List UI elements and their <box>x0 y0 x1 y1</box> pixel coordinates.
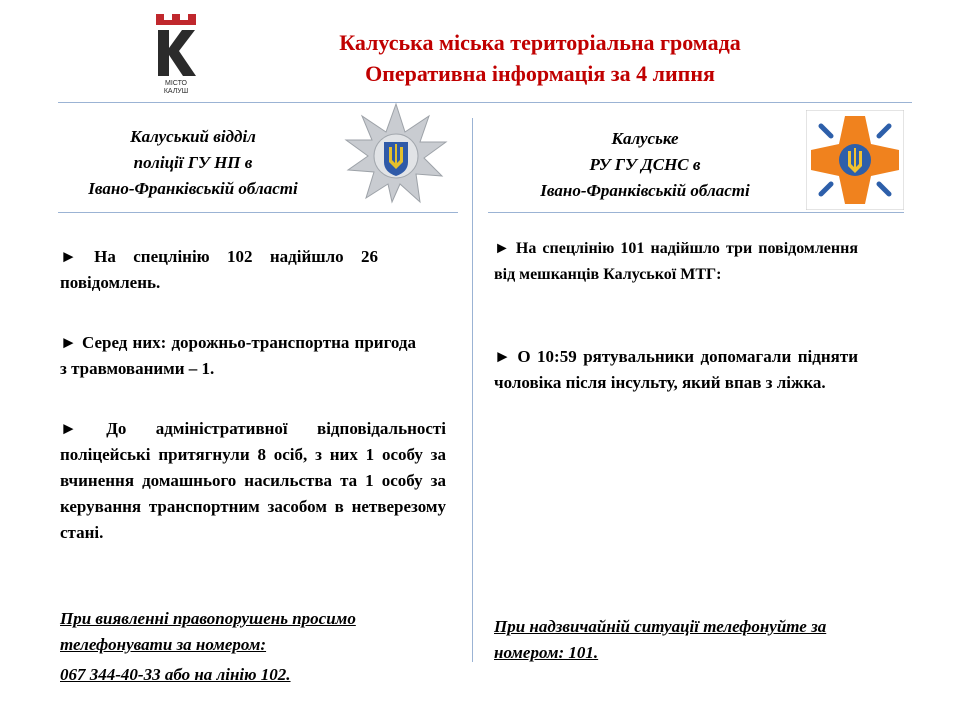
org-line: поліції ГУ НП в <box>133 153 253 172</box>
dsns-calls-count: ► На спецлінію 101 надійшло три повідомлення від мешканців Калуської МТГ: <box>494 240 858 283</box>
org-line: Івано-Франківській області <box>88 179 298 198</box>
logo-letter-k <box>158 30 196 76</box>
police-contact-phone: 067 344-40-33 або на лінію 102. <box>60 665 291 684</box>
org-line: Калуський відділ <box>130 127 256 146</box>
page-title: Калуська міська територіальна громада <box>339 30 741 55</box>
section-divider-left <box>58 212 458 213</box>
police-department-name <box>52 124 334 202</box>
org-line: Калуське <box>611 129 679 148</box>
police-star-icon <box>342 102 450 210</box>
police-contact-note: При виявленні правопорушень просимо телефонувати за номером: <box>60 609 356 654</box>
column-divider <box>472 118 473 662</box>
police-administrative-liability: ► До адміністративної відповідальності поліцейські притягнули 8 осіб, з них 1 особу за вчинення домашнього насильства та 1 особу за керування транспортним засобом в нетверезому стані. <box>60 419 446 542</box>
dsns-department-name <box>490 126 800 204</box>
city-logo <box>152 10 200 96</box>
dsns-cross-icon <box>806 110 904 210</box>
police-calls-count: ► На спецлінію 102 надійшло 26 повідомлень. <box>60 247 378 292</box>
dsns-contact-note: При надзвичайній ситуації телефонуйте за номером: 101. <box>494 617 827 662</box>
org-line: РУ ГУ ДСНС в <box>589 155 701 174</box>
logo-caption-2: КАЛУШ <box>163 88 189 95</box>
header-divider <box>58 102 912 103</box>
dsns-incident: ► О 10:59 рятувальники допомагали підняти чоловіка після інсульту, який впав з ліжка. <box>494 347 858 392</box>
section-divider-right <box>488 212 904 213</box>
police-traffic-accidents: ► Серед них: дорожньо-транспортна пригода з травмованими – 1. <box>60 333 416 378</box>
logo-caption-1: МІСТО <box>164 80 188 87</box>
castle-tower-icon <box>156 14 196 25</box>
page-subtitle: Оперативна інформація за 4 липня <box>365 61 715 86</box>
org-line: Івано-Франківській області <box>540 181 750 200</box>
